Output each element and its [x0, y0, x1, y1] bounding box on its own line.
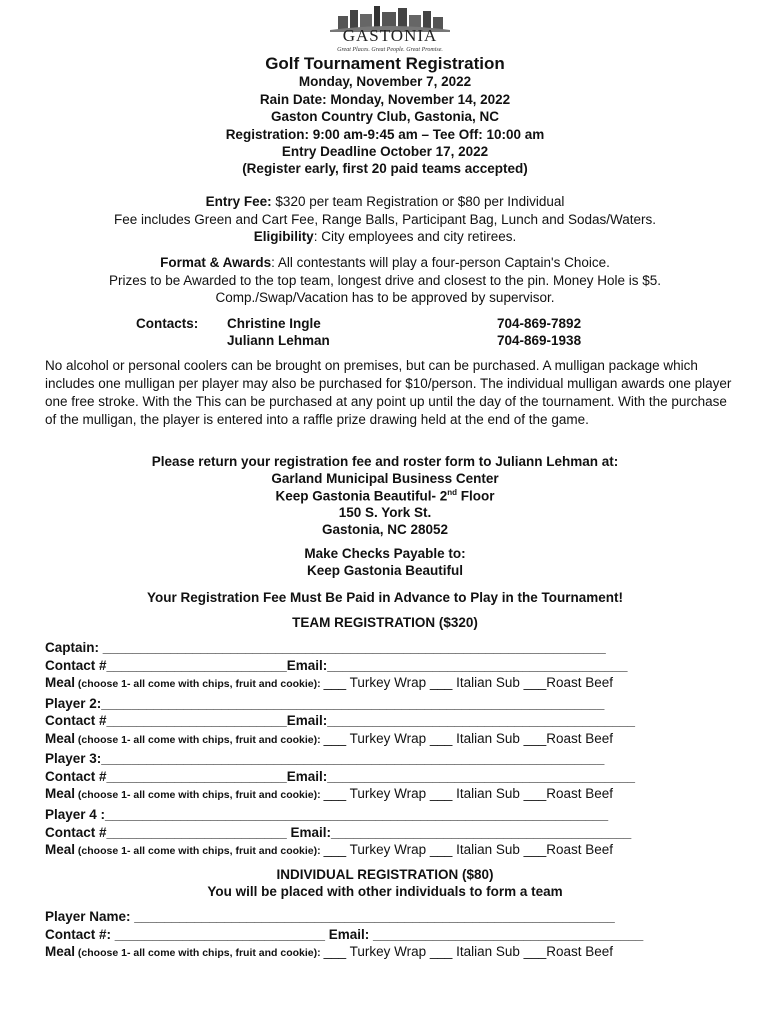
contacts-label: Contacts:	[136, 316, 199, 331]
meal-options[interactable]: ___ Turkey Wrap ___ Italian Sub ___Roast Beef	[323, 731, 613, 746]
floor-text: Keep Gastonia Beautiful- 2	[275, 488, 448, 504]
page-title: Golf Tournament Registration	[265, 54, 505, 73]
floor-sup: nd	[447, 488, 458, 497]
entry-fee-label: Entry Fee:	[205, 194, 272, 209]
meal-options[interactable]: ___ Turkey Wrap ___ Italian Sub ___Roast Beef	[323, 842, 613, 857]
meal-choice[interactable]	[45, 786, 613, 801]
return-city: Gastonia, NC 28052	[321, 522, 449, 537]
meal-choice[interactable]	[45, 731, 613, 746]
player-2-contact-field[interactable]: Contact #________________________Email:_________________________________________	[45, 713, 636, 728]
entry-fee-text: $320 per team Registration or $80 per Individual	[271, 194, 565, 209]
entry-fee	[0, 194, 770, 209]
captain-name-field[interactable]: Captain: ___________________________________________________________________	[45, 640, 606, 655]
eligibility-text: : City employees and city retirees.	[313, 229, 517, 244]
meal-choice[interactable]	[45, 675, 613, 690]
meal-options[interactable]: ___ Turkey Wrap ___ Italian Sub ___Roast Beef	[323, 675, 613, 690]
contact-phone: 704-869-1938	[497, 333, 582, 348]
individual-heading: INDIVIDUAL REGISTRATION ($80)	[276, 867, 494, 882]
logo-wordmark: GASTONIA	[342, 26, 438, 45]
eligibility-label: Eligibility	[253, 229, 314, 244]
meal-note: (choose 1- all come with chips, fruit and cookie):	[75, 845, 324, 857]
meal-options[interactable]: ___ Turkey Wrap ___ Italian Sub ___Roast Beef	[323, 944, 613, 959]
fee-includes: Fee includes Green and Cart Fee, Range Balls, Participant Bag, Lunch and Sodas/Waters.	[113, 212, 657, 227]
meal-choice[interactable]	[45, 944, 613, 959]
individual-name-field[interactable]: Player Name: ________________________________________________________________	[45, 909, 615, 924]
eligibility	[0, 229, 770, 244]
logo-tagline: Great Places. Great People. Great Promise.	[337, 47, 443, 53]
team-heading: TEAM REGISTRATION ($320)	[292, 615, 478, 630]
registration-time: Registration: 9:00 am-9:45 am – Tee Off: 10:00 am	[225, 127, 545, 142]
return-floor	[0, 488, 770, 504]
contact-name: Juliann Lehman	[227, 333, 330, 348]
event-date: Monday, November 7, 2022	[298, 74, 472, 89]
player-3-contact-field[interactable]: Contact #________________________Email:_________________________________________	[45, 769, 636, 784]
meal-label: Meal	[45, 786, 76, 801]
meal-label: Meal	[45, 842, 76, 857]
checks-payee: Keep Gastonia Beautiful	[306, 563, 464, 578]
early-note: (Register early, first 20 paid teams accepted)	[242, 161, 528, 176]
meal-note: (choose 1- all come with chips, fruit and cookie):	[75, 947, 324, 959]
prizes: Prizes to be Awarded to the top team, longest drive and closest to the pin. Money Hole is $5.	[108, 273, 662, 288]
meal-note: (choose 1- all come with chips, fruit and cookie):	[75, 789, 324, 801]
captain-contact-field[interactable]: Contact #________________________Email:________________________________________	[45, 658, 628, 673]
meal-label: Meal	[45, 731, 76, 746]
meal-choice[interactable]	[45, 842, 613, 857]
format-awards	[0, 255, 770, 270]
policy-paragraph: No alcohol or personal coolers can be brought on premises, but can be purchased. A mulligan package which includes one mulligan per player may also be purchased for $10/person. The individual mulligan awards one player one free stroke. With the This can be purchased at any point up until the day of the tournament. With the purchase of the mulligan, the player is entered into a raffle prize drawing held at the end of the game.	[45, 358, 732, 427]
contact-name: Christine Ingle	[227, 316, 321, 331]
comp-note: Comp./Swap/Vacation has to be approved by supervisor.	[215, 290, 555, 305]
meal-label: Meal	[45, 675, 76, 690]
meal-label: Meal	[45, 944, 76, 959]
return-street: 150 S. York St.	[338, 505, 432, 520]
advance-notice: Your Registration Fee Must Be Paid in Advance to Play in the Tournament!	[146, 590, 624, 605]
rain-date: Rain Date: Monday, November 14, 2022	[259, 92, 511, 107]
individual-subheading: You will be placed with other individuals to form a team	[207, 884, 563, 899]
checks-label: Make Checks Payable to:	[304, 546, 466, 561]
meal-note: (choose 1- all come with chips, fruit and cookie):	[75, 678, 324, 690]
player-4-name-field[interactable]: Player 4 :___________________________________________________________________	[45, 807, 609, 822]
return-building: Garland Municipal Business Center	[271, 471, 499, 486]
player-2-name-field[interactable]: Player 2:___________________________________________________________________	[45, 696, 605, 711]
gastonia-logo	[320, 4, 460, 56]
venue: Gaston Country Club, Gastonia, NC	[270, 109, 499, 124]
player-3-name-field[interactable]: Player 3:___________________________________________________________________	[45, 751, 605, 766]
format-label: Format & Awards	[160, 255, 272, 270]
return-instruction: Please return your registration fee and roster form to Juliann Lehman at:	[151, 454, 619, 469]
contact-phone: 704-869-7892	[497, 316, 582, 331]
entry-deadline: Entry Deadline October 17, 2022	[281, 144, 489, 159]
player-4-contact-field[interactable]: Contact #________________________ Email:________________________________________	[45, 825, 632, 840]
format-text: : All contestants will play a four-person Captain's Choice.	[271, 255, 610, 270]
meal-note: (choose 1- all come with chips, fruit and cookie):	[75, 734, 324, 746]
floor-text-end: Floor	[457, 488, 495, 504]
meal-options[interactable]: ___ Turkey Wrap ___ Italian Sub ___Roast Beef	[323, 786, 613, 801]
individual-contact-field[interactable]: Contact #: ____________________________ Email: ____________________________________	[45, 927, 644, 942]
